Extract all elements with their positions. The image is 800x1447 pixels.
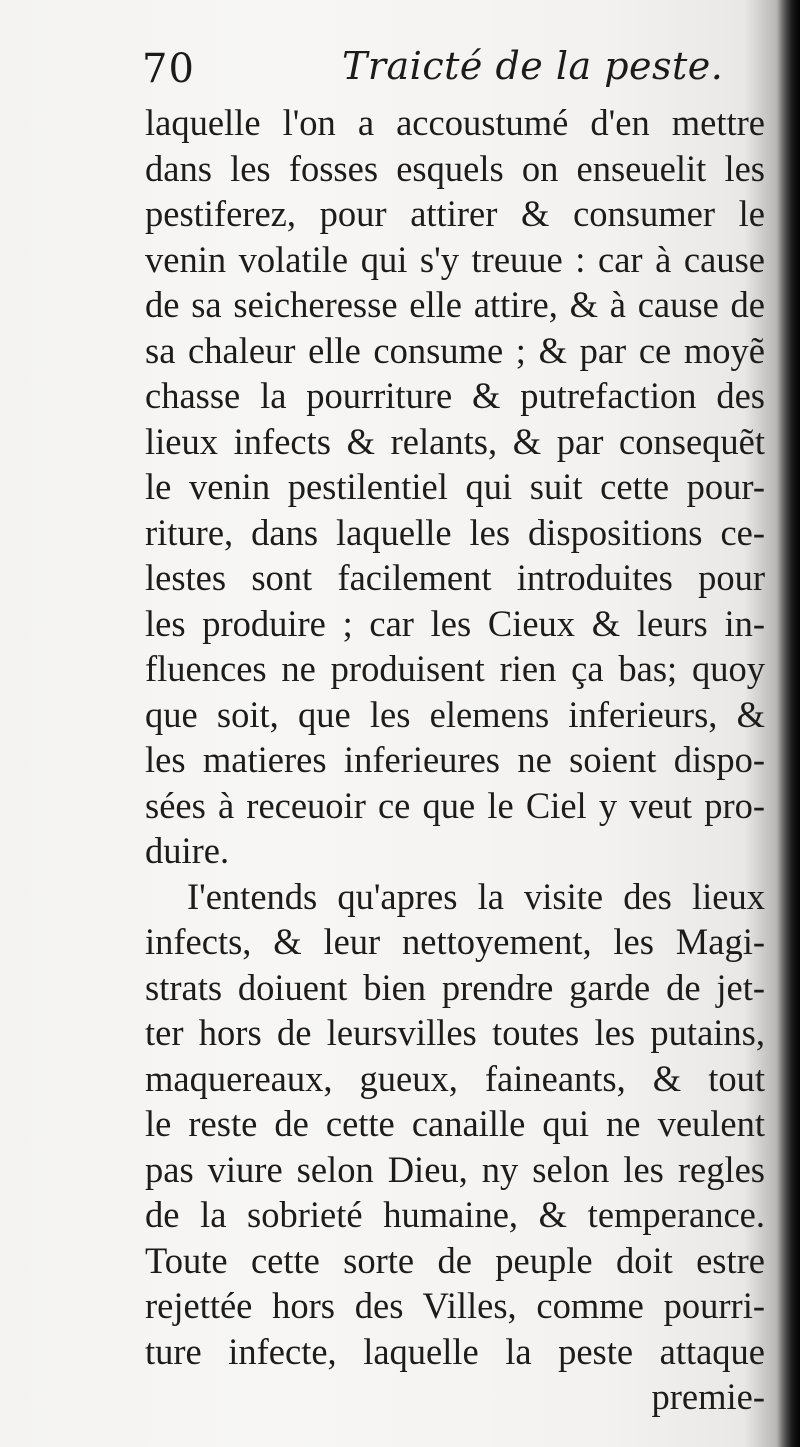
text-line: Toute cette sorte de peuple doit estre bbox=[145, 1239, 765, 1281]
text-line: fluences ne produisent rien ça bas; quoy bbox=[145, 648, 765, 689]
text-line: lestes sont facilement introduites pour bbox=[145, 557, 765, 598]
text-line: laquelle l'on a accoustumé d'en mettre bbox=[145, 102, 765, 143]
text-line: pestiferez, pour attirer & consumer le bbox=[145, 193, 765, 234]
text-line: venin volatile qui s'y treuue : car à cause bbox=[145, 238, 765, 280]
page-number: 70 bbox=[142, 46, 195, 92]
text-line: les matieres inferieures ne soient dispo- bbox=[145, 739, 765, 780]
text-line: dans les fosses esquels on enseuelit les bbox=[145, 147, 765, 189]
text-line: strats doiuent bien prendre garde de jet- bbox=[145, 966, 765, 1008]
page-gutter-shadow bbox=[778, 0, 800, 1447]
text-line: lieux infects & relants, & par consequẽt bbox=[145, 420, 765, 462]
text-line: riture, dans laquelle les dispositions ce- bbox=[145, 511, 765, 553]
text-line: sées à receuoir ce que le Ciel y veut pro- bbox=[145, 784, 765, 826]
text-line: rejettée hors des Villes, comme pourri- bbox=[145, 1285, 765, 1326]
catchword: premie- bbox=[651, 1376, 765, 1417]
text-line: ter hors de leursvilles toutes les putains, bbox=[145, 1012, 765, 1053]
running-title: Traicté de la peste. bbox=[342, 44, 724, 88]
body-text bbox=[145, 100, 765, 1420]
page-header bbox=[138, 40, 778, 100]
text-line: le reste de cette canaille qui ne veulent bbox=[145, 1103, 765, 1144]
text-line: maquereaux, gueux, faineants, & tout bbox=[145, 1057, 765, 1099]
text-line: le venin pestilentiel qui suit cette pour- bbox=[145, 466, 765, 507]
text-line: de la sobrieté humaine, & temperance. bbox=[145, 1194, 765, 1235]
text-line: ture infecte, laquelle la peste attaque bbox=[145, 1330, 765, 1372]
text-line: de sa seicheresse elle attire, & à cause de bbox=[145, 284, 765, 325]
paragraph-first-line: I'entends qu'apres la visite des lieux bbox=[187, 875, 765, 917]
text-line: pas viure selon Dieu, ny selon les regles bbox=[145, 1148, 765, 1190]
text-line: infects, & leur nettoyement, les Magi- bbox=[145, 921, 765, 962]
text-line: duire. bbox=[145, 830, 230, 871]
text-line: chasse la pourriture & putrefaction des bbox=[145, 375, 765, 416]
text-line: sa chaleur elle consume ; & par ce moyẽ bbox=[145, 329, 765, 371]
text-line: que soit, que les elemens inferieurs, & bbox=[145, 693, 765, 735]
text-line: les produire ; car les Cieux & leurs in- bbox=[145, 602, 765, 644]
